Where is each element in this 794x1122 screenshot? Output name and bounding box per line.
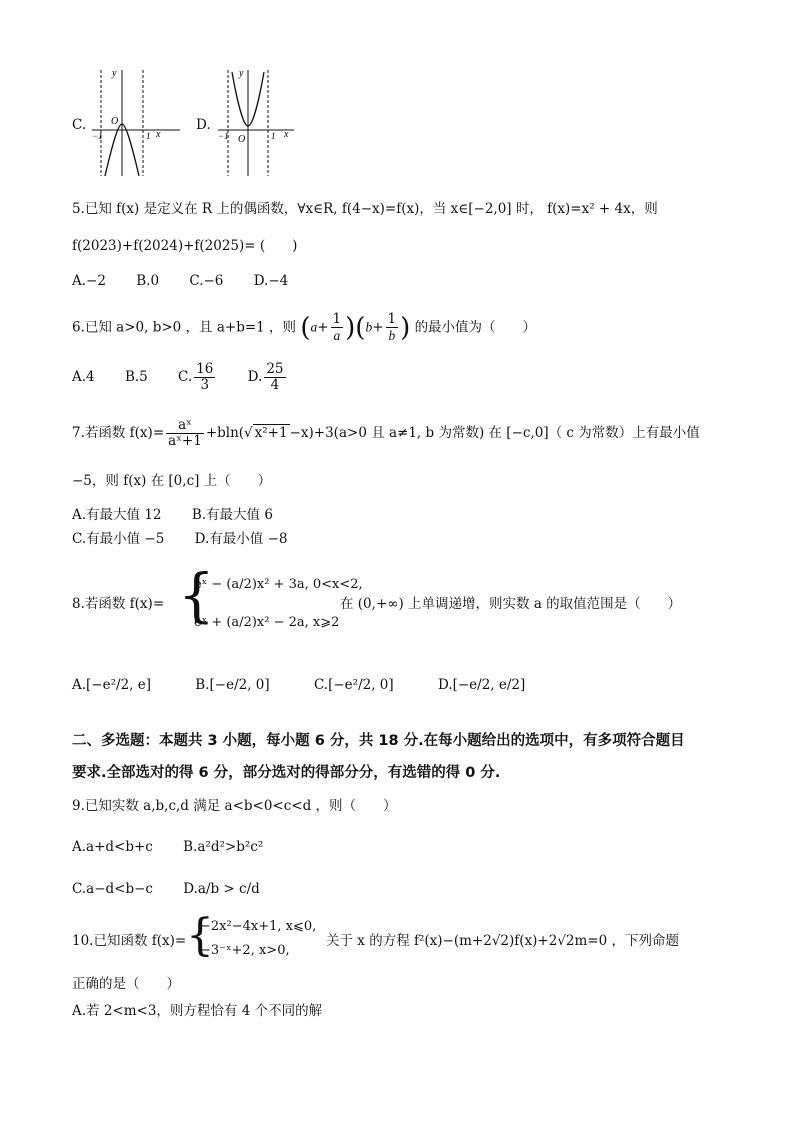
q5-option-c: C.−6: [189, 273, 224, 289]
q6-options: [72, 362, 314, 393]
q5-option-d: D.−4: [253, 273, 289, 289]
q8-case2: eˣ + (a/2)x² − 2a, x⩾2: [194, 615, 340, 630]
q7-stem-line2: −5，则 f(x) 在 [0,c] 上（ ）: [72, 473, 272, 489]
q7-prefix: 7.若函数 f(x)=: [72, 425, 165, 441]
q8-case1: eˣ − (a/2)x² + 3a, 0<x<2,: [194, 577, 363, 592]
section2-heading-line1: 二、多选题：本题共 3 小题，每小题 6 分，共 18 分.在每小题给出的选项中，有多项符合题目: [72, 733, 685, 749]
c-one: 1: [146, 131, 151, 141]
q9-option-b: B.a²d²>b²c²: [183, 839, 264, 855]
q10-case1: −2x²−4x+1, x⩽0,: [200, 919, 317, 934]
q8-option-d: D.[−e/2, e/2]: [437, 677, 526, 693]
q9-options-row2: [72, 880, 286, 898]
q9-option-a: A.a+d<b+c: [72, 839, 153, 855]
q10-prefix: 10.已知函数 f(x)=: [72, 933, 187, 949]
q6-suffix: 的最小值为（ ）: [414, 319, 537, 336]
graph-c: [72, 66, 182, 178]
q6-option-b: B.5: [124, 369, 148, 385]
q9-options-row1: [72, 838, 289, 856]
q9-option-d: D.a/b > c/d: [183, 881, 260, 897]
q7-option-a: A.有最大值 12: [72, 507, 162, 523]
q7-option-d: D.有最小值 −8: [194, 531, 288, 547]
graph-d-label: D.: [196, 117, 211, 133]
c-origin: O: [111, 116, 119, 127]
d-neg-one: −1: [218, 131, 229, 141]
q6-stem: 6.已知 a>0, b>0 ，且 a+b=1 ，则 (a+ $\frac{1}{a}$ )(b+ $\frac{1}{b}$ ) 的最小值为（ ）: [72, 311, 537, 343]
d-origin: O: [238, 134, 246, 145]
q5-option-a: A.−2: [72, 273, 106, 289]
q7-option-c: C.有最小值 −5: [72, 531, 165, 547]
q9-stem: 9.已知实数 a,b,c,d 满足 a<b<0<c<d ，则（ ）: [72, 798, 397, 814]
q7-options-row2: [72, 530, 313, 548]
q8-piecewise: { eˣ − (a/2)x² + 3a, 0<x<2, eˣ + (a/2)x² − 2a, x⩾2: [178, 574, 363, 634]
q7-options-row1: [72, 506, 299, 524]
q5-options: [72, 272, 314, 290]
c-x-label: x: [156, 129, 161, 140]
q5-stem-line1: 5.已知 f(x) 是定义在 R 上的偶函数，∀x∈R, f(4−x)=f(x)，当 x∈[−2,0] 时， f(x)=x² + 4x，则: [72, 201, 658, 217]
q7-fraction: $\frac{\text{aˣ}}{\text{aˣ+1}}$: [168, 417, 202, 449]
graph-c-plot: [92, 66, 182, 178]
graph-c-label: C.: [72, 117, 87, 133]
q8-options: [72, 676, 551, 694]
q6-prefix: 6.已知 a>0, b>0 ，且 a+b=1 ，则: [72, 319, 297, 336]
q7-stem-line1: 7.若函数 f(x)= $\frac{\text{aˣ}}{\text{aˣ+1}}$ +bln(√ x²+1 −x)+3(a>0 且 a≠1, b 为常数) 在 [−c,0]（ c 为常数）上有最小值: [72, 417, 700, 449]
q8-option-b: B.[−e/2, 0]: [195, 677, 270, 693]
q9-option-c: C.a−d<b−c: [72, 881, 153, 897]
q7-option-b: B.有最大值 6: [191, 507, 273, 523]
q6-option-d: D. $\frac{25}{4}$: [247, 361, 284, 393]
section2-heading-line2: 要求.全部选对的得 6 分，部分选对的得部分分，有选错的得 0 分.: [72, 765, 501, 781]
q8-option-c: C.[−e²/2, 0]: [313, 677, 394, 693]
q5-stem-line2: f(2023)+f(2024)+f(2025)= ( ): [72, 238, 298, 254]
c-neg-one: −1: [92, 131, 103, 141]
q6-option-c: C. $\frac{16}{3}$: [178, 361, 214, 393]
q6-option-a: A.4: [72, 369, 95, 385]
graph-d-plot: [218, 66, 318, 178]
q10-case2: −3⁻ˣ+2, x>0,: [200, 943, 290, 958]
q7-suffix: −x)+3(a>0 且 a≠1, b 为常数) 在 [−c,0]（ c 为常数）上有最小值: [289, 425, 700, 441]
q10-suffix: 关于 x 的方程 f²(x)−(m+2√2)f(x)+2√2m=0 ，下列命题: [326, 933, 680, 949]
c-y-label: y: [112, 68, 117, 79]
q8-suffix: 在 (0,+∞) 上单调递增，则实数 a 的取值范围是（ ）: [340, 596, 682, 612]
d-y-label: y: [239, 68, 244, 79]
graph-d: [196, 66, 306, 178]
d-one: 1: [271, 131, 276, 141]
d-x-label: x: [284, 129, 289, 140]
q10-stem-line2: 正确的是（ ）: [72, 976, 180, 992]
q10-piecewise: { −2x²−4x+1, x⩽0, −3⁻ˣ+2, x>0,: [186, 910, 317, 961]
q10-option-a: A.若 2<m<3，则方程恰有 4 个不同的解: [72, 1003, 323, 1019]
q5-option-b: B.0: [136, 273, 160, 289]
q8-option-a: A.[−e²/2, e]: [72, 677, 151, 693]
q8-prefix: 8.若函数 f(x)=: [72, 596, 165, 612]
